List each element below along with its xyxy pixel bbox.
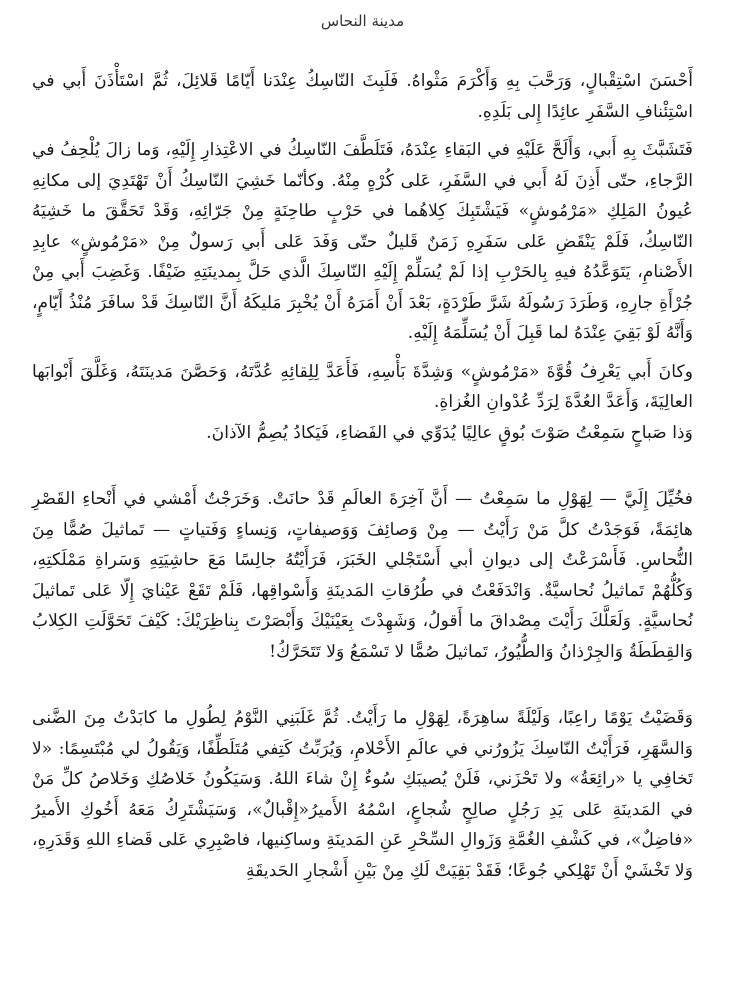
paragraph-6: وَقَضَيْتُ يَوْمًا راعِبًا، وَلَيْلَةً ساهِرَةً، لِهَوْلِ ما رَأَيْتُ. ثُمَّ غَلَبَنِي النَّوْمُ لِطُولِ ما كابَدْتُ مِنَ الضَّنى وَالسَّهَرِ، فَرَأَيْتُ النّاسِكَ يَزُورُني في عالَمِ الأَحْلامِ، وَيُرَبِّتُ كَتِفي مُتَلَطِّفًا، وَيَقُولُ لي مُبْتَسِمًا: «لا تَخافِي يا «رائِعَةُ» ولا تَحْزَني، فَلَنْ يُصيبَكِ سُوءٌ إِنْ شاءَ اللهُ. وَسَيَكُونُ خَلاصُكِ وَخَلاصُ كلِّ مَنْ في المَدينَةِ عَلى يَدِ رَجُلٍ صالِحٍ شُجاعٍ، اسْمُهُ الأَميرُ«إِقْبالٌ»، وَسَيَشْتَرِكُ مَعَهُ أَخُوكِ الأَميرُ «فاضِلٌ»، في كَشْفِ الغُمَّةِ وَزَوالِ السِّحْرِ عَنِ المَدينَةِ وساكِنيها، فاصْبِرِي عَلى قَضاءِ اللهِ وَقَدَرِهِ، وَلا تَخْشَيْ أَنْ تَهْلِكي جُوعًا؛ فَقَدْ بَقِيَتْ لَكِ مِنْ بَيْنِ أَشْجارِ الحَديقَةِ (32, 708, 693, 881)
paragraph-2: فَتَشَبَّثَ بِهِ أَبي، وَأَلَحَّ عَلَيْهِ في البَقاءِ عِنْدَهُ، فَتَلَطَّفَ النّاسِكُ في الاعْتِذارِ إِلَيْهِ، وَما زالَ يُلْحِفُ في الرَّجاءِ، حتّى أَذِنَ لَهُ أَبي في السَّفَرِ، عَلى كُرْهٍ مِنْهُ. وكأنّما خَشِيَ النّاسِكُ أَنْ تَهْتَدِيَ إلى مكانِهِ عُيونُ المَلِكِ «مَرْمُوشٍ» فَيَشْتَبِكَ كِلاهُما في حَرْبٍ طاحِنَةٍ مِنْ جَرّائِهِ، وَقَدْ تَحَقَّقَ ما خَشِيَهُ النّاسِكُ، فَلَمْ يَنْقَضِ عَلى سَفَرِهِ زَمَنٌ قَليلٌ حتّى وَفَدَ عَلى أَبي رَسولٌ مِنْ «مَرْمُوشٍ» عابِدِ الأَصْنامِ، يَتَوَعَّدُهُ فيهِ بِالحَرْبِ إذا لَمْ يُسَلِّمْ إِلَيْهِ النّاسِكَ الَّذي حَلَّ بِمدينَتِهِ ضَيْفًا. وَغَضِبَ أَبي مِنْ جُرْأَةِ جارِهِ، وَطَرَدَ رَسُولَهُ شَرَّ طَرْدَةٍ، بَعْدَ أَنْ أَمَرَهُ أَنْ يُخْبِرَ مَليكَهُ أَنَّ النّاسِكَ قَدْ سافَرَ مُنْذُ أَيّامٍ، وَأَنَّهُ لَوْ بَقِيَ عِنْدَهُ لما قَبِلَ أَنْ يُسَلِّمَهُ إِلَيْهِ. (32, 140, 693, 343)
page-body (32, 66, 693, 886)
paragraph-1: أَحْسَنَ اسْتِقْبالٍ، وَرَحَّبَ بِهِ وَأَكْرَمَ مَثْواهُ. فَلَبِثَ النّاسِكُ عِنْدَنا أَيّامًا قَلائِلَ، ثُمَّ اسْتَأْذَنَ أَبي في اسْتِئْنافِ السَّفَرِ عائِدًا إِلى بَلَدِهِ. (32, 71, 693, 122)
paragraph-spacer (32, 127, 693, 135)
section-spacer (32, 667, 693, 703)
paragraph-5: فخُيِّلَ إِلَيَّ — لِهَوْلِ ما سَمِعْتُ — أَنَّ آخِرَةَ العالَمِ قَدْ حانَتْ. وَخَرَجْتُ أَمْشي في أَنْحاءِ القَصْرِ هائِمَةً، فَوَجَدْتُ كلَّ مَنْ رَأَيْتُ — مِنْ وَصائِفَ وَوَصيفاتٍ، وَنِساءٍ وَفَتياتٍ — تَماثيلَ صُمًّا مِنَ النُّحاسِ. فَأَسْرَعْتُ إلى ديوانِ أبي أَسْتَجْلي الخَبَرَ، فَرَأَيْتُهُ جالِسًا مَعَ حاشِيَتِهِ وَسَراةِ مَمْلَكتِهِ، وَكُلُّهُمْ تَماثيلُ نُحاسيَّةٌ. وَانْدَفَعْتُ في طُرُقاتِ المَدينَةِ وَأَسْواقِها، فَلَمْ تَقَعْ عَيْنايَ إِلّا عَلى تَماثيلَ نُحاسيَّةٍ. وَلَعَلَّكَ رَأَيْتَ مِصْداقَ ما أَقولُ، وَشَهِدْتَ بِعَيْنَيْكَ وَأَبْصَرْتَ بِناظِرَيْكَ: كَيْفَ تَحَوَّلَتِ الكِلابُ وَالقِطَطَةُ وَالجِرْذانُ وَالطُّيُورُ، تَماثيلَ صُمًّا لا تَسْمَعُ وَلا تَتَحَرَّكُ! (32, 489, 693, 662)
paragraph-spacer (32, 349, 693, 357)
page-header-title: مدينة النحاس (320, 12, 405, 30)
section-spacer (32, 448, 693, 484)
paragraph-3: وكانَ أَبي يَعْرِفُ قُوَّةَ «مَرْمُوشٍ» وَشِدَّةَ بَأْسِهِ، فَأَعَدَّ لِلِقائِهِ عُدَّتَهُ، وَحَصَّنَ مَدينَتَهُ، وَغَلَّقَ أَبْوابَها العالِيَةَ، وَأَعَدَّ العُدَّةَ لِرَدِّ عُدْوانِ الغُزاةِ. (32, 361, 693, 412)
paragraph-4: وَذا صَباحٍ سَمِعْتُ صَوْتَ بُوقٍ عالِيًا يُدَوِّي في الفَضاءِ، فَيَكادُ يُصِمُّ الآذانَ. (206, 422, 693, 443)
